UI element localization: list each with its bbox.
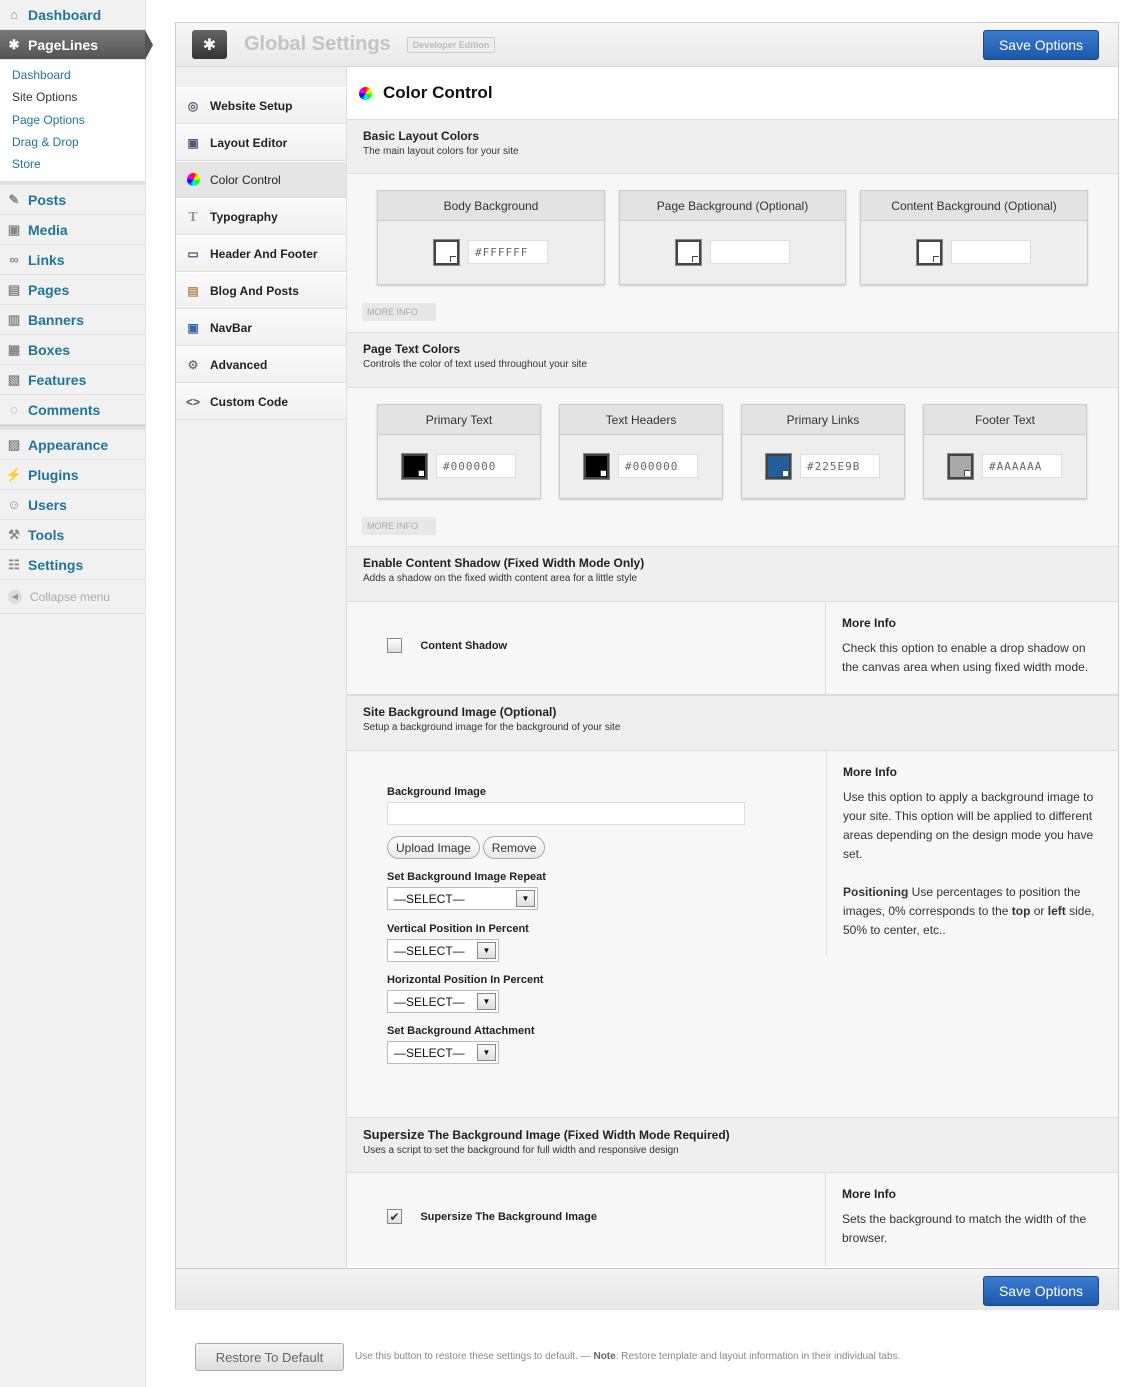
swatch-page-background [619,190,846,285]
more-info-text: Check this option to enable a drop shadow on the canvas area when using fixed width mode. [842,641,1089,674]
tab-layout-editor[interactable] [176,124,346,161]
menu-label: PageLines [28,36,99,53]
hex-input[interactable] [710,240,790,264]
submenu-site-options[interactable]: Site Options [12,90,78,105]
collapse-menu[interactable] [0,580,145,614]
shadow-option [347,602,1118,695]
swatch-content-background [860,190,1088,285]
menu-tools[interactable] [0,520,145,550]
tab-label: Header And Footer [210,246,318,261]
field-label: Horizontal Position In Percent [387,974,544,986]
field-label: Background Image [387,786,487,798]
menu-label: Users [28,496,67,513]
menu-label: Pages [28,281,70,298]
hex-input[interactable]: #000000 [436,454,516,478]
menu-label: Comments [28,401,101,418]
section-title: Basic Layout Colors [363,129,480,143]
swatch-primary-text [377,404,541,499]
note-bold: Note [593,1351,616,1362]
color-wheel-icon [185,172,201,188]
section-header-shadow [347,546,1118,602]
note-left: left [1047,904,1066,918]
color-picker-chip[interactable] [676,240,701,265]
tab-advanced[interactable] [176,346,346,383]
swatch-label: Content Background (Optional) [861,191,1087,221]
horizontal-position-select[interactable] [387,990,499,1013]
chevron-down-icon: ▼ [477,993,496,1010]
section-title: Site Background Image (Optional) [363,705,557,719]
section-header-bgimage [347,695,1118,751]
heading-bold: Supersize [363,1127,425,1142]
link-icon: ∞ [9,252,19,268]
color-wheel-icon [359,87,372,100]
more-info-title: More Info [843,765,897,779]
menu-users[interactable] [0,490,145,520]
collapse-label: Collapse menu [30,589,111,604]
pin-icon: ✎ [8,191,20,207]
tab-label: Custom Code [210,394,288,409]
pagelines-logo-icon: ✱ [192,30,227,59]
select-value: —SELECT— [394,891,465,906]
field-label: Vertical Position In Percent [387,923,529,935]
hex-input[interactable]: #AAAAAA [982,454,1062,478]
menu-label: Appearance [28,436,109,453]
hex-input[interactable]: #FFFFFF [468,240,548,264]
menu-posts[interactable] [0,185,145,215]
content-title [347,67,1118,119]
restore-note [355,1351,900,1362]
code-icon: <> [185,394,200,409]
hex-input[interactable] [951,240,1031,264]
menu-boxes[interactable] [0,335,145,365]
note-text: : Restore template and layout information in their individual tabs. [615,1351,901,1362]
more-info-button[interactable]: MORE INFO [362,517,436,535]
bgimage-option [347,751,1118,1117]
more-info-title: More Info [842,1187,896,1201]
menu-label: Tools [28,526,65,543]
tab-header-footer[interactable] [176,235,346,272]
pages-icon: ▤ [7,281,21,297]
section-desc: Uses a script to set the background for full width and responsive design [363,1145,679,1156]
tab-content [347,67,1118,1268]
section-desc: Controls the color of text used throughout your site [363,359,588,370]
settings-icon: ☷ [8,556,20,572]
hex-input[interactable]: #225E9B [800,454,880,478]
menu-plugins[interactable] [0,460,145,490]
tab-label: Typography [210,209,278,224]
background-attachment-select[interactable] [387,1041,499,1064]
submenu-dashboard[interactable]: Dashboard [12,68,71,82]
save-options-button-top[interactable]: Save Options [983,30,1099,60]
color-picker-chip[interactable] [434,240,459,265]
swatch-label: Primary Text [378,405,540,435]
page-title: Global Settings [244,33,391,55]
section-title: Enable Content Shadow (Fixed Width Mode Only) [363,556,645,570]
tab-typography[interactable] [176,198,346,235]
more-info-text: Sets the background to match the width of the browser. [842,1212,1087,1245]
panel-footer [176,1268,1118,1310]
supersize-option [347,1173,1118,1266]
content-title-text: Color Control [383,83,493,102]
note-text: Use percentages to position the images, 0% corresponds to the [843,885,1081,918]
vertical-position-select[interactable] [387,939,499,962]
swatch-footer-text [923,404,1087,499]
color-picker-chip[interactable] [584,454,609,479]
plugins-icon: ⚡ [5,466,23,482]
menu-label: Settings [28,556,84,573]
submenu-page-options[interactable]: Page Options [12,112,85,127]
note-top: top [1011,904,1031,918]
section-desc: Setup a background image for the background of your site [363,722,621,733]
chevron-down-icon: ▼ [477,942,496,959]
swatch-primary-links [741,404,905,499]
settings-tabs [176,67,347,1268]
upload-image-button[interactable]: Upload Image [387,836,480,859]
select-value: —SELECT— [394,994,465,1009]
menu-appearance[interactable] [0,430,145,460]
menu-settings[interactable] [0,550,145,580]
more-info-text: Use this option to apply a background image to your site. This option will be applied to different areas depending on the design mode you have set. [843,790,1094,861]
submenu-store[interactable]: Store [12,157,41,172]
background-image-input[interactable] [387,802,745,825]
text-color-swatches [347,388,1118,511]
navbar-icon: ▣ [187,320,199,335]
tab-label: Color Control [210,172,281,187]
collapse-arrow-icon: ◀ [8,590,22,604]
menu-media[interactable] [0,215,145,245]
tools-icon: ⚒ [8,526,20,542]
swatch-text-headers [559,404,723,499]
swatch-label: Footer Text [924,405,1086,435]
tab-label: Layout Editor [210,135,288,150]
menu-label: Plugins [28,466,79,483]
menu-label: Media [28,221,68,238]
note-text: side, 50% to center, etc.. [843,904,1095,937]
more-info-title: More Info [842,616,896,630]
settings-panel [175,22,1119,1310]
menu-links[interactable] [0,245,145,275]
menu-label: Features [28,371,87,388]
menu-dashboard[interactable] [0,0,145,30]
comments-icon: ◌ [10,402,18,418]
appearance-icon: ▨ [7,436,21,452]
note-or: or [1030,904,1048,918]
remove-button[interactable]: Remove [483,836,546,859]
dashboard-icon: ⌂ [10,7,18,22]
menu-label: Links [28,251,65,268]
menu-banners[interactable] [0,305,145,335]
features-icon: ▧ [7,371,21,387]
pagelines-submenu [0,60,145,185]
panel-header [176,23,1118,67]
edition-badge: Developer Edition [407,37,496,53]
tab-color-control[interactable] [176,161,346,198]
note-text: Use this button to restore these settings to default. — [355,1351,594,1362]
more-info-button[interactable]: MORE INFO [362,303,436,321]
field-label: Set Background Attachment [387,1025,535,1037]
hex-input[interactable]: #000000 [618,454,698,478]
tab-label: Website Setup [210,98,293,113]
bg-repeat-select[interactable] [387,887,538,910]
color-picker-chip[interactable] [766,454,791,479]
boxes-icon: ▦ [7,341,21,357]
media-icon: ▣ [7,221,21,237]
section-title: Page Text Colors [363,342,461,356]
submenu-drag-drop[interactable]: Drag & Drop [12,134,79,149]
banners-icon: ▥ [7,311,21,327]
menu-label: Dashboard [28,6,102,23]
section-title: The Background Image (Fixed Width Mode Required) [424,1128,730,1142]
select-value: —SELECT— [394,1045,465,1060]
color-picker-chip[interactable] [917,240,942,265]
note-bold: Positioning [843,885,909,899]
content-shadow-checkbox[interactable] [387,638,402,653]
section-desc: Adds a shadow on the fixed width content area for a little style [363,573,638,584]
color-picker-chip[interactable] [948,454,973,479]
menu-comments[interactable] [0,395,145,425]
tab-label: NavBar [210,320,253,335]
swatch-label: Page Background (Optional) [620,191,845,221]
tab-navbar[interactable] [176,309,346,346]
basic-color-swatches [347,174,1118,297]
tab-label: Advanced [210,357,268,372]
swatch-label: Primary Links [742,405,904,435]
menu-pagelines[interactable] [0,30,145,60]
select-value: —SELECT— [394,943,465,958]
checkbox-label: Content Shadow [420,640,508,652]
section-header-basic [347,119,1118,174]
menu-pages[interactable] [0,275,145,305]
field-label: Set Background Image Repeat [387,871,546,883]
more-info-row [347,297,1118,332]
blog-icon: ▤ [187,283,199,298]
chevron-down-icon: ▼ [477,1044,496,1061]
positioning-note [843,883,1102,940]
admin-sidebar [0,0,146,1387]
menu-label: Posts [28,191,67,208]
color-picker-chip[interactable] [402,454,427,479]
menu-label: Boxes [28,341,71,358]
swatch-label: Body Background [378,191,604,221]
users-icon: ☺ [7,497,21,513]
swatch-label: Text Headers [560,405,722,435]
tab-label: Blog And Posts [210,283,299,298]
pagelines-leaf-icon: ✱ [8,36,20,52]
layout-icon: ▣ [187,135,199,150]
menu-label: Banners [28,311,85,328]
supersize-checkbox[interactable]: ✔ [387,1209,402,1224]
more-info-row [347,511,1118,546]
section-header-supersize [347,1117,1118,1173]
gear-icon: ⚙ [187,357,199,372]
swatch-body-background [377,190,605,285]
checkbox-label: Supersize The Background Image [420,1211,597,1223]
tab-blog-posts[interactable] [176,272,346,309]
menu-features[interactable] [0,365,145,395]
header-footer-icon: ▭ [187,246,199,261]
chevron-down-icon: ▼ [516,890,535,907]
section-header-text [347,332,1118,388]
compass-icon: ◎ [187,98,199,113]
typography-icon: T [188,209,198,224]
restore-default-button[interactable]: Restore To Default [195,1343,344,1371]
tab-custom-code[interactable] [176,383,346,420]
save-options-button-bottom[interactable]: Save Options [983,1276,1099,1306]
tab-website-setup[interactable] [176,87,346,124]
section-desc: The main layout colors for your site [363,146,519,157]
